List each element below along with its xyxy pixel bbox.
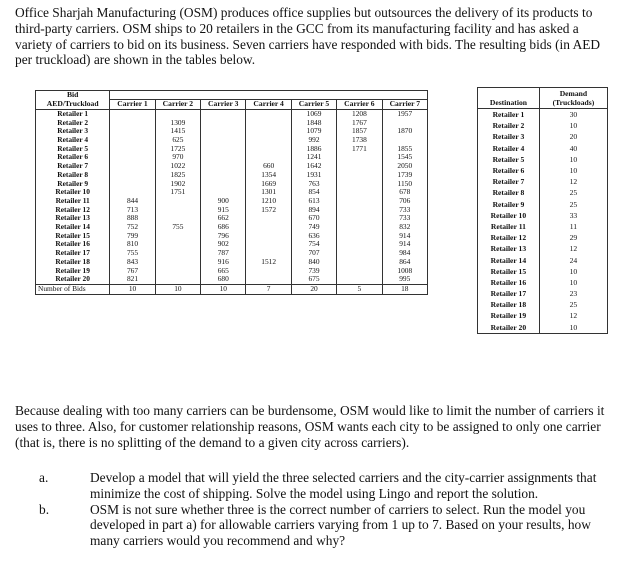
- bid-cell: [110, 145, 155, 154]
- bid-cell: 665: [201, 267, 246, 276]
- bid-count-cell: 20: [291, 284, 336, 294]
- bid-cell: 1825: [155, 171, 200, 180]
- retailer-name: Retailer 4: [36, 136, 110, 145]
- question-text: Develop a model that will yield the three selected carriers and the city-carrier assignments that minimize the cost of shipping. Solve the model using Lingo and report the solution.: [90, 470, 597, 501]
- table-row: [478, 310, 608, 321]
- table-row: [478, 288, 608, 299]
- bid-cell: [155, 267, 200, 276]
- carrier-header: Carrier 6: [337, 100, 382, 110]
- table-row: [36, 249, 428, 258]
- bid-cell: 914: [382, 232, 427, 241]
- bid-cell: [246, 214, 291, 223]
- bid-cell: [246, 145, 291, 154]
- table-row: [478, 232, 608, 243]
- table-row: [36, 109, 428, 118]
- table-row: [478, 277, 608, 288]
- bid-count-cell: 18: [382, 284, 427, 294]
- bid-cell: 767: [110, 267, 155, 276]
- destination-name: Retailer 5: [478, 154, 540, 165]
- retailer-name: Retailer 12: [36, 206, 110, 215]
- bid-cell: 1857: [337, 127, 382, 136]
- retailer-name: Retailer 6: [36, 153, 110, 162]
- bid-cell: [110, 180, 155, 189]
- bid-cell: 1301: [246, 188, 291, 197]
- bid-count-label: Number of Bids: [36, 284, 110, 294]
- destination-name: Retailer 13: [478, 243, 540, 254]
- bid-cell: 763: [291, 180, 336, 189]
- bid-cell: [110, 119, 155, 128]
- bid-cell: 739: [291, 267, 336, 276]
- bid-cell: [155, 240, 200, 249]
- bid-cell: 1241: [291, 153, 336, 162]
- bid-cell: 787: [201, 249, 246, 258]
- retailer-name: Retailer 1: [36, 109, 110, 118]
- bid-cell: 1738: [337, 136, 382, 145]
- demand-value: 24: [569, 255, 578, 265]
- carrier-header: Carrier 4: [246, 100, 291, 110]
- bid-cell: [246, 127, 291, 136]
- carrier-header: Carrier 2: [155, 100, 200, 110]
- bid-count-cell: 10: [201, 284, 246, 294]
- bid-cell: 1512: [246, 258, 291, 267]
- bid-cell: [337, 214, 382, 223]
- question-letter: a.: [39, 470, 49, 485]
- retailer-name: Retailer 17: [36, 249, 110, 258]
- bid-cell: 915: [201, 206, 246, 215]
- retailer-name: Retailer 2: [36, 119, 110, 128]
- bid-cell: 733: [382, 214, 427, 223]
- destination-name: Retailer 19: [478, 310, 540, 321]
- demand-header-line2: (Truckloads): [552, 98, 595, 107]
- bid-cell: 1150: [382, 180, 427, 189]
- table-row: [478, 131, 608, 142]
- demand-value: 30: [569, 110, 578, 120]
- destination-name: Retailer 15: [478, 266, 540, 277]
- table-row: [36, 171, 428, 180]
- bid-cell: 1767: [337, 119, 382, 128]
- bid-cell: 755: [110, 249, 155, 258]
- bid-cell: [201, 171, 246, 180]
- table-row: [36, 153, 428, 162]
- retailer-name: Retailer 3: [36, 127, 110, 136]
- bid-cell: 1572: [246, 206, 291, 215]
- retailer-name: Retailer 18: [36, 258, 110, 267]
- bid-cell: 1855: [382, 145, 427, 154]
- demand-value: 11: [569, 221, 578, 231]
- destination-name: Retailer 16: [478, 277, 540, 288]
- bid-cell: [110, 136, 155, 145]
- bid-cell: 1642: [291, 162, 336, 171]
- retailer-name: Retailer 10: [36, 188, 110, 197]
- bid-cell: [246, 223, 291, 232]
- bid-cell: [337, 162, 382, 171]
- bid-cell: 916: [201, 258, 246, 267]
- bid-cell: 1309: [155, 119, 200, 128]
- bid-header-row-label: AED/Truckload: [36, 100, 110, 110]
- bid-cell: 995: [382, 275, 427, 284]
- bid-cell: [246, 109, 291, 118]
- bid-cell: [155, 249, 200, 258]
- bid-count-cell: 10: [110, 284, 155, 294]
- bid-cell: 984: [382, 249, 427, 258]
- bid-cell: 1069: [291, 109, 336, 118]
- bid-cell: 1079: [291, 127, 336, 136]
- bid-cell: 636: [291, 232, 336, 241]
- bid-cell: 843: [110, 258, 155, 267]
- bid-cell: 1210: [246, 197, 291, 206]
- bid-cell: [337, 249, 382, 258]
- retailer-name: Retailer 5: [36, 145, 110, 154]
- demand-value: 25: [569, 199, 578, 209]
- table-row: [478, 243, 608, 254]
- destination-name: Retailer 10: [478, 210, 540, 221]
- question-text: OSM is not sure whether three is the correct number of carriers to select. Run the model you developed in part a) for allowable carriers varying from 1 up to 7. Based on your results, how many carriers would you recommend and why?: [90, 501, 591, 549]
- demand-value: 10: [569, 266, 578, 276]
- bid-cell: 660: [246, 162, 291, 171]
- bid-cell: 854: [291, 188, 336, 197]
- demand-value: 10: [569, 277, 578, 287]
- bid-count-row: [36, 284, 428, 294]
- bid-cell: [110, 109, 155, 118]
- destination-name: Retailer 20: [478, 322, 540, 334]
- constraints-paragraph: Because dealing with too many carriers can be burdensome, OSM would like to limit the number of carriers it uses to three. Also, for customer relationship reasons, OSM wants each city to be assigned to only one carrier (that is, there is no splitting of the demand to a given city across carriers).: [15, 403, 605, 450]
- bid-cell: 840: [291, 258, 336, 267]
- carrier-header: Carrier 5: [291, 100, 336, 110]
- retailer-name: Retailer 11: [36, 197, 110, 206]
- bid-cell: 755: [155, 223, 200, 232]
- bid-cell: 1886: [291, 145, 336, 154]
- bid-cell: 678: [382, 188, 427, 197]
- demand-value: 33: [569, 210, 578, 220]
- bid-cell: [201, 136, 246, 145]
- retailer-name: Retailer 13: [36, 214, 110, 223]
- intro-text: Office Sharjah Manufacturing (OSM) produces office supplies but outsources the delivery of its products to third-party carriers. OSM ships to 20 retailers in the GCC from its manufacturing facility and has asked a variety of carriers to bid on its business. Seven carriers have responded with bids. The resulting bids (in AED per truckload) are shown in the tables below.: [15, 5, 601, 68]
- bid-cell: [110, 153, 155, 162]
- bid-cell: [155, 197, 200, 206]
- bid-cell: 1957: [382, 109, 427, 118]
- demand-value: 12: [569, 177, 578, 187]
- retailer-name: Retailer 19: [36, 267, 110, 276]
- retailer-name: Retailer 7: [36, 162, 110, 171]
- retailer-name: Retailer 16: [36, 240, 110, 249]
- destination-name: Retailer 6: [478, 165, 540, 176]
- bid-cell: [201, 145, 246, 154]
- bid-cell: 1022: [155, 162, 200, 171]
- bid-cell: 613: [291, 197, 336, 206]
- bid-cell: 1725: [155, 145, 200, 154]
- table-row: [478, 165, 608, 176]
- bid-cell: 821: [110, 275, 155, 284]
- bid-table: [35, 90, 428, 295]
- bid-cell: 810: [110, 240, 155, 249]
- bid-cell: [337, 258, 382, 267]
- bid-cell: 662: [201, 214, 246, 223]
- bid-cell: 1848: [291, 119, 336, 128]
- bid-cell: 670: [291, 214, 336, 223]
- bid-count-cell: 5: [337, 284, 382, 294]
- bid-cell: [155, 258, 200, 267]
- bid-cell: [110, 171, 155, 180]
- carrier-header: Carrier 1: [110, 100, 155, 110]
- bid-cell: 970: [155, 153, 200, 162]
- question-item-a: [15, 470, 615, 502]
- bid-cell: [155, 206, 200, 215]
- table-row: [36, 136, 428, 145]
- question-list: [15, 470, 615, 549]
- table-row: [36, 180, 428, 189]
- bid-cell: 799: [110, 232, 155, 241]
- bid-cell: 1870: [382, 127, 427, 136]
- demand-value: 10: [569, 322, 578, 332]
- bid-cell: 752: [110, 223, 155, 232]
- demand-value: 25: [569, 188, 578, 198]
- table-row: [478, 176, 608, 187]
- bid-cell: [337, 267, 382, 276]
- table-row: [478, 120, 608, 131]
- table-row: [478, 109, 608, 121]
- demand-header-demand: [539, 88, 607, 109]
- demand-value: 10: [569, 121, 578, 131]
- table-row: [36, 258, 428, 267]
- bid-cell: 1545: [382, 153, 427, 162]
- demand-value: 12: [569, 311, 578, 321]
- bid-cell: [155, 232, 200, 241]
- bid-cell: 706: [382, 197, 427, 206]
- bid-cell: 1415: [155, 127, 200, 136]
- table-row: [478, 199, 608, 210]
- table-row: [478, 266, 608, 277]
- retailer-name: Retailer 9: [36, 180, 110, 189]
- table-row: [478, 221, 608, 232]
- bid-cell: 992: [291, 136, 336, 145]
- bid-cell: [246, 232, 291, 241]
- bid-cell: 2050: [382, 162, 427, 171]
- destination-name: Retailer 12: [478, 232, 540, 243]
- bid-cell: 625: [155, 136, 200, 145]
- bid-cell: 844: [110, 197, 155, 206]
- demand-value: 12: [569, 244, 578, 254]
- intro-paragraph: [15, 5, 611, 68]
- bid-cell: [201, 119, 246, 128]
- table-row: [36, 127, 428, 136]
- bid-cell: 754: [291, 240, 336, 249]
- table-row: [36, 275, 428, 284]
- table-row: [36, 232, 428, 241]
- bid-cell: [201, 180, 246, 189]
- bid-cell: [337, 232, 382, 241]
- bid-cell: 675: [291, 275, 336, 284]
- carrier-header: Carrier 7: [382, 100, 427, 110]
- bid-cell: 1751: [155, 188, 200, 197]
- demand-table-body: [478, 109, 608, 334]
- table-row: [36, 240, 428, 249]
- bid-cell: [201, 153, 246, 162]
- retailer-name: Retailer 14: [36, 223, 110, 232]
- table-row: [36, 197, 428, 206]
- bid-cell: 894: [291, 206, 336, 215]
- question-item-b: [15, 502, 615, 549]
- destination-name: Retailer 7: [478, 176, 540, 187]
- bid-table-body: [36, 109, 428, 294]
- bid-cell: 686: [201, 223, 246, 232]
- destination-name: Retailer 1: [478, 109, 540, 121]
- table-row: [478, 254, 608, 265]
- demand-value: 20: [569, 132, 578, 142]
- destination-name: Retailer 11: [478, 221, 540, 232]
- bid-cell: 680: [201, 275, 246, 284]
- bid-cell: 1208: [337, 109, 382, 118]
- table-row: [36, 223, 428, 232]
- table-row: [36, 206, 428, 215]
- demand-value: 10: [569, 154, 578, 164]
- bid-cell: 1739: [382, 171, 427, 180]
- table-row: [478, 187, 608, 198]
- table-row: [478, 154, 608, 165]
- demand-header-line1: Demand: [559, 89, 588, 98]
- bid-cell: 1008: [382, 267, 427, 276]
- table-row: [36, 188, 428, 197]
- destination-name: Retailer 14: [478, 254, 540, 265]
- destination-name: Retailer 17: [478, 288, 540, 299]
- table-row: [36, 162, 428, 171]
- bid-cell: [201, 109, 246, 118]
- destination-name: Retailer 2: [478, 120, 540, 131]
- demand-table-header: [478, 88, 608, 109]
- demand-table: [477, 87, 608, 334]
- table-row: [36, 119, 428, 128]
- destination-name: Retailer 3: [478, 131, 540, 142]
- table-row: [478, 210, 608, 221]
- bid-cell: [337, 180, 382, 189]
- demand-value: 25: [569, 300, 578, 310]
- bid-table-header-row: [36, 100, 428, 110]
- bid-cell: [246, 136, 291, 145]
- bid-cell: 796: [201, 232, 246, 241]
- bid-cell: 1902: [155, 180, 200, 189]
- question-letter: b.: [39, 501, 50, 517]
- bid-cell: [337, 188, 382, 197]
- bid-cell: 902: [201, 240, 246, 249]
- bid-cell: 713: [110, 206, 155, 215]
- bid-count-cell: 7: [246, 284, 291, 294]
- bid-cell: [201, 162, 246, 171]
- bid-cell: 864: [382, 258, 427, 267]
- bid-cell: 749: [291, 223, 336, 232]
- demand-header-destination: Destination: [478, 88, 540, 109]
- bid-cell: [337, 197, 382, 206]
- destination-name: Retailer 18: [478, 299, 540, 310]
- destination-name: Retailer 8: [478, 187, 540, 198]
- retailer-name: Retailer 8: [36, 171, 110, 180]
- table-row: [478, 322, 608, 334]
- table-row: [36, 145, 428, 154]
- bid-cell: [337, 153, 382, 162]
- bid-cell: [337, 206, 382, 215]
- bid-cell: [246, 267, 291, 276]
- bid-cell: [110, 127, 155, 136]
- table-row: [36, 214, 428, 223]
- bid-cell: 733: [382, 206, 427, 215]
- bid-cell: 914: [382, 240, 427, 249]
- bid-cell: 1669: [246, 180, 291, 189]
- destination-name: Retailer 4: [478, 143, 540, 154]
- bid-header-label: Bid: [36, 91, 110, 100]
- bid-count-cell: 10: [155, 284, 200, 294]
- table-row: [478, 299, 608, 310]
- bid-cell: 900: [201, 197, 246, 206]
- demand-value: 23: [569, 289, 578, 299]
- bid-cell: [246, 240, 291, 249]
- destination-name: Retailer 9: [478, 199, 540, 210]
- bid-cell: [337, 171, 382, 180]
- bid-cell: [337, 240, 382, 249]
- bid-cell: [110, 162, 155, 171]
- bid-cell: [337, 223, 382, 232]
- retailer-name: Retailer 15: [36, 232, 110, 241]
- demand-value: 10: [569, 166, 578, 176]
- bid-cell: [201, 127, 246, 136]
- bid-cell: 832: [382, 223, 427, 232]
- bid-cell: [246, 119, 291, 128]
- bid-cell: 1354: [246, 171, 291, 180]
- carrier-header: Carrier 3: [201, 100, 246, 110]
- bid-cell: 888: [110, 214, 155, 223]
- bid-cell: 707: [291, 249, 336, 258]
- retailer-name: Retailer 20: [36, 275, 110, 284]
- demand-value: 29: [569, 233, 578, 243]
- demand-value: 40: [569, 143, 578, 153]
- table-row: [478, 143, 608, 154]
- bid-cell: 1931: [291, 171, 336, 180]
- bid-cell: 1771: [337, 145, 382, 154]
- table-row: [36, 267, 428, 276]
